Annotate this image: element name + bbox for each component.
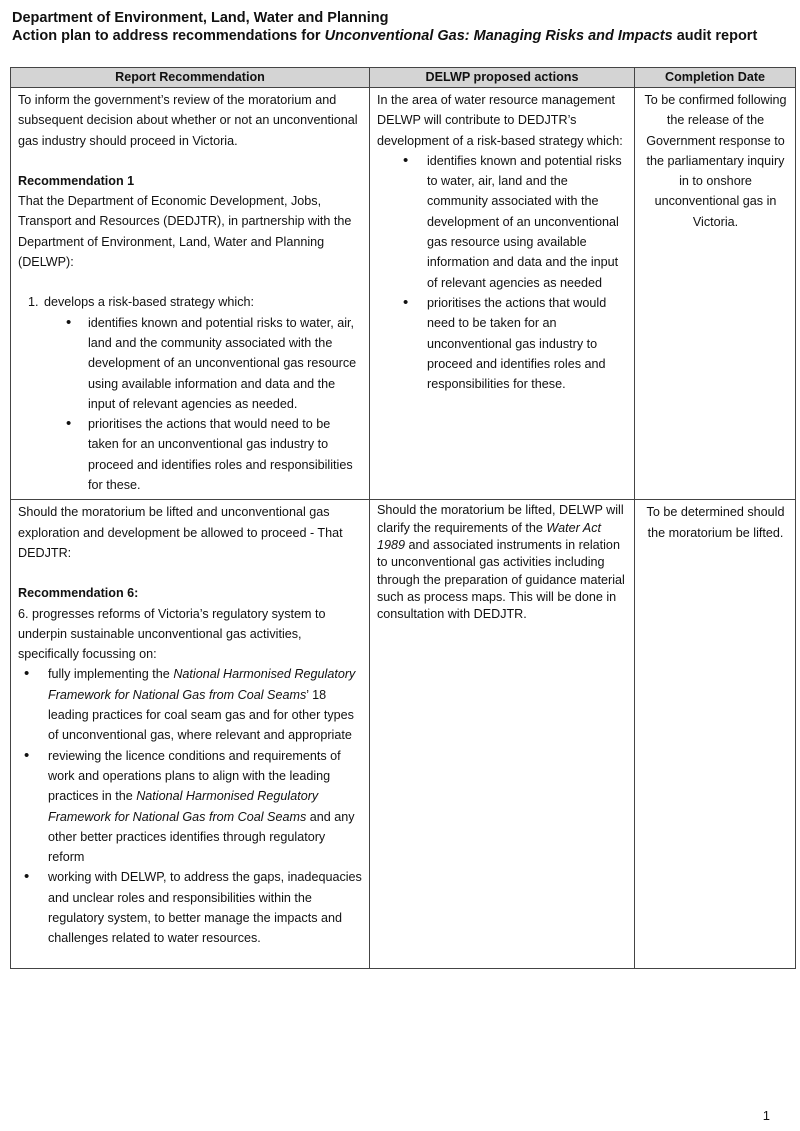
actions-intro: In the area of water resource management DELWP will contribute to DEDJTR’s development of a risk-based strategy which: bbox=[377, 93, 623, 148]
recommendation-body: 6. progresses reforms of Victoria’s regulatory system to underpin sustainable unconventional gas activities, specifically focussing on: bbox=[18, 606, 326, 662]
list-item: • prioritises the actions that would need to be taken for an unconventional gas industry to proceed and identifies roles and responsibilities for these. bbox=[88, 414, 363, 495]
recommendation-heading: Recommendation 1 bbox=[18, 173, 135, 188]
table-row bbox=[11, 88, 796, 500]
action-plan-table bbox=[10, 67, 796, 969]
list-item: • working with DELWP, to address the gaps, inadequacies and unclear roles and responsibilities within the regulatory system, to better manage the impacts and challenges related to water resources. bbox=[48, 867, 363, 948]
recommendation-cell bbox=[11, 500, 370, 969]
list-item: • prioritises the actions that would need to be taken for an unconventional gas industry to proceed and identifies roles and responsibilities for these. bbox=[427, 293, 628, 394]
actions-cell bbox=[370, 88, 635, 500]
column-header-completion-date: Completion Date bbox=[635, 68, 796, 88]
recommendation-cell bbox=[11, 88, 370, 500]
recommendation-heading: Recommendation 6: bbox=[18, 586, 139, 601]
recommendation-bullet-list bbox=[18, 664, 363, 948]
actions-bullet-list bbox=[377, 151, 628, 395]
list-item: • identifies known and potential risks to water, air, land and the community associated with the development of an unconventional gas resource using available information and data and the input of relevant agencies as needed bbox=[427, 151, 628, 293]
recommendation-numbered-list bbox=[18, 292, 363, 495]
table-header-row bbox=[11, 68, 796, 88]
actions-cell bbox=[370, 500, 635, 969]
table-row bbox=[11, 500, 796, 969]
actions-text: Should the moratorium be lifted, DELWP will clarify the requirements of the Water Act 1989 and associated instruments in relation to unconventional gas activities including through the preparation of guidance material such as process maps. This will be done in consultation with DEDJTR. bbox=[377, 503, 625, 622]
recommendation-intro: Should the moratorium be lifted and unconventional gas exploration and development be allowed to proceed - That DEDJTR: bbox=[18, 505, 343, 560]
list-item: • fully implementing the National Harmonised Regulatory Framework for National Gas from Coal Seams’ 18 leading practices for coal seam gas and for other types of unconventional gas, where relevant and appropriate bbox=[48, 664, 363, 745]
column-header-actions: DELWP proposed actions bbox=[370, 68, 635, 88]
report-title-italic: Unconventional Gas: Managing Risks and Impacts bbox=[324, 28, 673, 44]
completion-date-cell: To be confirmed following the release of the Government response to the parliamentary inquiry in to onshore unconventional gas in Victoria. bbox=[635, 88, 796, 500]
recommendation-intro: To inform the government’s review of the moratorium and subsequent decision about whether or not an unconventional gas industry should proceed in Victoria. bbox=[18, 93, 358, 148]
document-title: Action plan to address recommendations for Unconventional Gas: Managing Risks and Impacts audit report bbox=[12, 28, 758, 44]
page-number: 1 bbox=[762, 1108, 770, 1123]
page-header bbox=[12, 9, 792, 45]
list-item: • identifies known and potential risks to water, air, land and the community associated with the development of an unconventional gas resource using available information and data and the input of relevant agencies as needed. bbox=[88, 313, 363, 414]
column-header-recommendation: Report Recommendation bbox=[11, 68, 370, 88]
department-title: Department of Environment, Land, Water and Planning bbox=[12, 10, 389, 26]
recommendation-bullet-list bbox=[44, 313, 363, 496]
recommendation-body: That the Department of Economic Development, Jobs, Transport and Resources (DEDJTR), in partnership with the Department of Environment, Land, Water and Planning (DELWP): bbox=[18, 194, 352, 270]
list-item: • reviewing the licence conditions and requirements of work and operations plans to align with the leading practices in the National Harmonised Regulatory Framework for National Gas from Coal Seams and any other better practices identifies through regulatory reform bbox=[48, 746, 363, 868]
list-item: 1. develops a risk-based strategy which: • identifies known and potential risks to water, air, land and the community associated with the development of an unconventional gas resource using available information and data and the input of relevant agencies as needed. • prioritises the actions that would need to be taken for an unconventional gas industry to proceed and identifies roles and responsibilities for these. bbox=[42, 292, 363, 495]
completion-date-cell: To be determined should the moratorium be lifted. bbox=[635, 500, 796, 969]
